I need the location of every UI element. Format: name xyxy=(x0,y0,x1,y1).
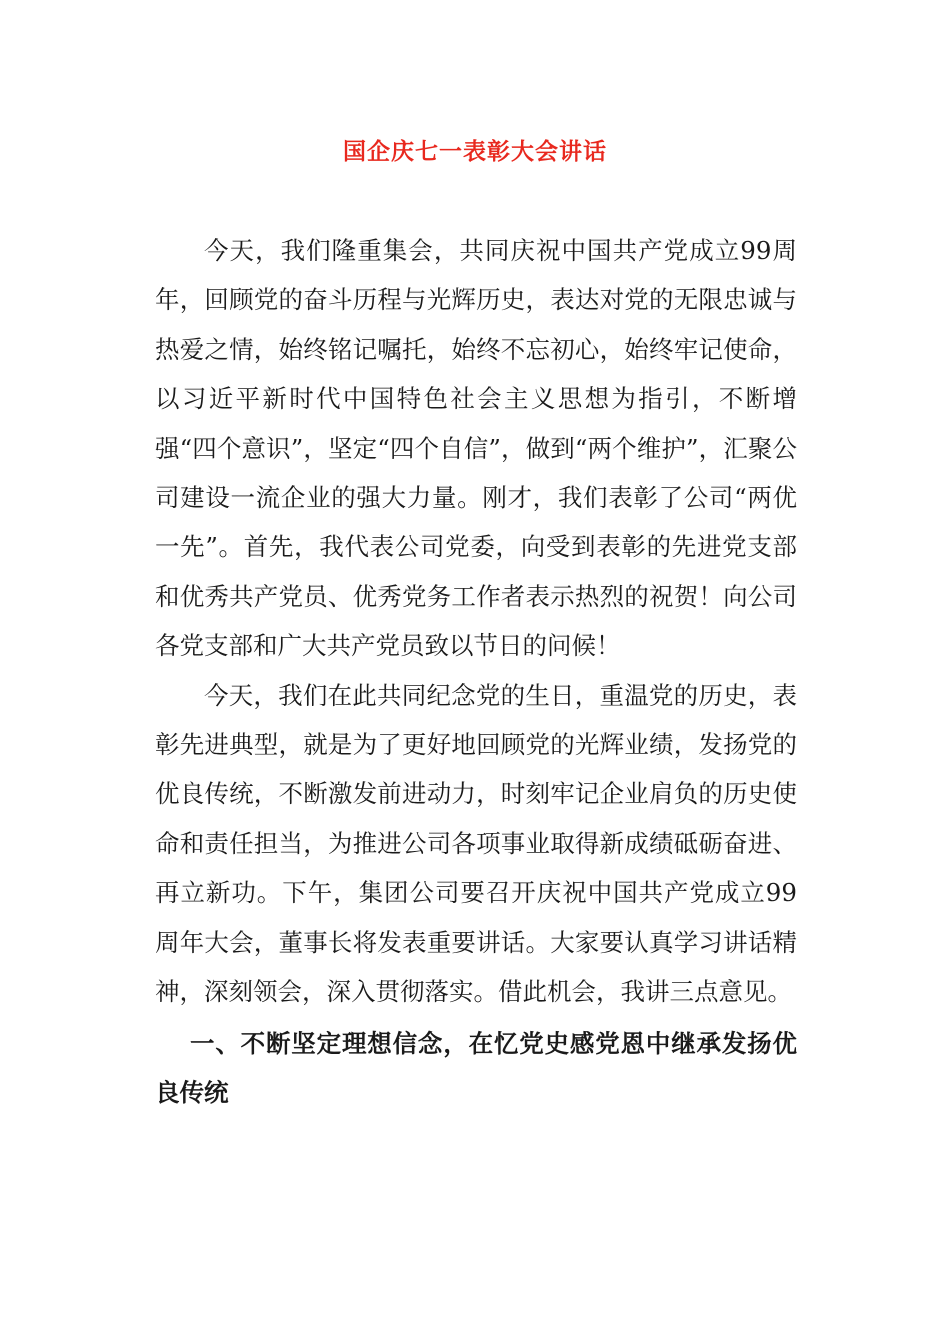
document-body xyxy=(155,226,797,1117)
paragraph-2: 今天，我们在此共同纪念党的生日，重温党的历史，表彰先进典型，就是为了更好地回顾党的光辉业绩，发扬党的优良传统，不断激发前进动力，时刻牢记企业肩负的历史使命和责任担当，为推进公司各项事业取得新成绩砥砺奋进、再立新功。下午，集团公司要召开庆祝中国共产党成立99周年大会，董事长将发表重要讲话。大家要认真学习讲话精神，深刻领会，深入贯彻落实。借此机会，我讲三点意见。 xyxy=(155,680,797,1007)
document-title: 国企庆七一表彰大会讲话 xyxy=(343,138,607,165)
paragraph-1: 今天，我们隆重集会，共同庆祝中国共产党成立99周年，回顾党的奋斗历程与光辉历史，表达对党的无限忠诚与热爱之情，始终铭记嘱托，始终不忘初心，始终牢记使命，以习近平新时代中国特色社会主义思想为指引，不断增强“四个意识”，坚定“四个自信”，做到“两个维护”，汇聚公司建设一流企业的强大力量。刚才，我们表彰了公司“两优一先”。首先，我代表公司党委，向受到表彰的先进党支部和优秀共产党员、优秀党务工作者表示热烈的祝贺！向公司各党支部和广大共产党员致以节日的问候！ xyxy=(155,236,797,661)
section-heading-1: 一、不断坚定理想信念，在忆党史感党恩中继承发扬优良传统 xyxy=(155,1028,797,1107)
